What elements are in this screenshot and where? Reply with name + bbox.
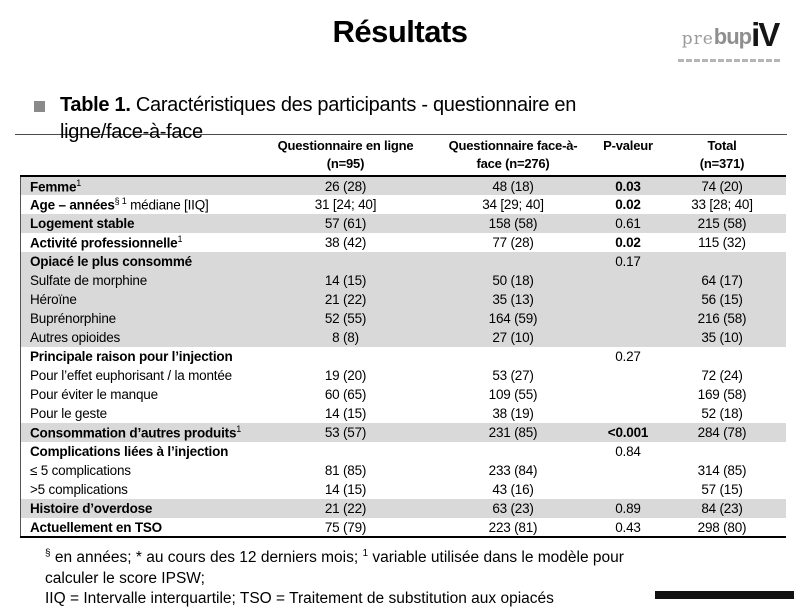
p-value-cell xyxy=(598,309,659,328)
row-label-cell: Pour éviter le manque xyxy=(30,387,158,403)
p-value-cell: 0.43 xyxy=(615,519,641,535)
p-value-cell: <0.001 xyxy=(598,423,659,442)
online-value-cell: 75 (79) xyxy=(324,519,367,535)
total-value-cell: 72 (24) xyxy=(701,368,743,384)
total-value-cell: 216 (58) xyxy=(659,309,786,328)
p-value-cell xyxy=(598,461,659,480)
row-label-cell: Buprénorphine xyxy=(21,309,263,328)
online-value-cell: 81 (85) xyxy=(324,463,367,479)
facetoface-value-cell: 27 (10) xyxy=(429,328,598,347)
online-value-cell: 52 (55) xyxy=(263,309,429,328)
row-label-cell: Logement stable xyxy=(21,214,263,233)
online-value-cell: 57 (61) xyxy=(263,214,429,233)
p-value-cell: 0.17 xyxy=(598,252,659,271)
table-body xyxy=(21,176,786,537)
table-row xyxy=(21,442,786,461)
online-value-cell: 53 (57) xyxy=(263,423,429,442)
total-value-cell xyxy=(659,442,786,461)
table-row xyxy=(21,480,786,499)
p-value-cell xyxy=(598,366,659,385)
p-value-cell: 0.61 xyxy=(598,214,659,233)
p-value-cell xyxy=(598,480,659,499)
total-value-cell: 314 (85) xyxy=(697,463,747,479)
facetoface-value-cell: 50 (18) xyxy=(429,271,598,290)
facetoface-value-cell xyxy=(429,252,598,271)
online-value-cell: 21 (22) xyxy=(263,290,429,309)
header-col-total: Total (n=371) xyxy=(659,135,786,176)
header-col-pvalue: P-valeur xyxy=(598,135,659,176)
facetoface-value-cell: 35 (13) xyxy=(429,290,598,309)
facetoface-value-cell: 231 (85) xyxy=(429,423,598,442)
row-label-cell: Actuellement en TSO xyxy=(30,519,162,535)
prebupiv-logo xyxy=(670,18,790,62)
facetoface-value-cell: 223 (81) xyxy=(488,519,538,535)
table-row xyxy=(21,385,786,404)
total-value-cell: 284 (78) xyxy=(659,423,786,442)
table-row xyxy=(21,518,786,537)
row-label-cell: >5 complications xyxy=(30,482,128,498)
total-value-cell: 298 (80) xyxy=(697,519,747,535)
online-value-cell xyxy=(263,347,429,366)
facetoface-value-cell: 38 (19) xyxy=(492,406,534,422)
facetoface-value-cell: 109 (55) xyxy=(488,387,538,403)
table-row xyxy=(21,499,786,518)
table-row xyxy=(21,271,786,290)
facetoface-value-cell: 233 (84) xyxy=(488,463,538,479)
online-value-cell: 19 (20) xyxy=(324,368,367,384)
p-value-cell: 0.89 xyxy=(598,499,659,518)
p-value-cell: 0.27 xyxy=(615,349,641,365)
table-caption-line2: ligne/face-à-face xyxy=(60,121,203,143)
facetoface-value-cell: 48 (18) xyxy=(429,176,598,195)
online-value-cell: 8 (8) xyxy=(263,328,429,347)
facetoface-value-cell xyxy=(429,347,598,366)
row-label-cell: Histoire d’overdose xyxy=(21,499,263,518)
p-value-cell: 0.84 xyxy=(615,444,641,460)
facetoface-value-cell: 53 (27) xyxy=(492,368,534,384)
facetoface-value-cell: 164 (59) xyxy=(429,309,598,328)
facetoface-value-cell: 63 (23) xyxy=(429,499,598,518)
header-col-facetoface: Questionnaire face-à- face (n=276) xyxy=(429,135,598,176)
row-label-cell: Héroïne xyxy=(21,290,263,309)
bullet-square-icon xyxy=(34,101,45,112)
p-value-cell xyxy=(598,328,659,347)
table-row xyxy=(21,309,786,328)
row-label-cell: Complications liées à l’injection xyxy=(30,444,229,460)
p-value-cell xyxy=(598,385,659,404)
logo-text-iv: iV xyxy=(751,16,779,53)
footnote-line-3: IIQ = Intervalle interquartile; TSO = Traitement de substitution aux opiacés xyxy=(45,590,554,608)
total-value-cell: 215 (58) xyxy=(659,214,786,233)
table-row xyxy=(21,252,786,271)
p-value-cell: 0.03 xyxy=(598,176,659,195)
online-value-cell: 60 (65) xyxy=(324,387,367,403)
table-row xyxy=(21,347,786,366)
total-value-cell: 57 (15) xyxy=(701,482,743,498)
p-value-cell xyxy=(598,404,659,423)
row-label-cell: Age – années$^{\S 1}$ médiane [IIQ] xyxy=(30,196,209,213)
logo-tagline xyxy=(678,59,782,62)
row-label-cell: Activité professionnelle$^1$ xyxy=(30,234,183,251)
total-value-cell: 35 (10) xyxy=(659,328,786,347)
total-value-cell xyxy=(659,252,786,271)
total-value-cell: 33 [28; 40] xyxy=(691,197,753,213)
header-col-online: Questionnaire en ligne (n=95) xyxy=(263,135,429,176)
p-value-cell: 0.02 xyxy=(615,235,641,251)
header-empty-cell xyxy=(21,135,263,176)
online-value-cell xyxy=(263,442,429,461)
p-value-cell xyxy=(598,271,659,290)
online-value-cell: 21 (22) xyxy=(263,499,429,518)
row-label-cell: Autres opioides xyxy=(21,328,263,347)
facetoface-value-cell: 43 (16) xyxy=(492,482,534,498)
row-label-cell: Pour le geste xyxy=(30,406,107,422)
table-row xyxy=(21,423,786,442)
online-value-cell: 14 (15) xyxy=(324,406,367,422)
total-value-cell: 74 (20) xyxy=(659,176,786,195)
table-row xyxy=(21,328,786,347)
online-value-cell: 14 (15) xyxy=(263,271,429,290)
footnote-line-1: § en années; * au cours des 12 derniers mois; $^1$ variable utilisée dans le modèle pour xyxy=(45,548,624,567)
table-row xyxy=(21,404,786,423)
table-caption-label: Table 1. xyxy=(60,94,131,116)
table-row xyxy=(21,214,786,233)
table-row xyxy=(21,366,786,385)
row-label-cell: Principale raison pour l’injection xyxy=(30,349,233,365)
total-value-cell: 56 (15) xyxy=(659,290,786,309)
row-label-cell: Consommation d’autres produits$^1$ xyxy=(21,423,263,442)
total-value-cell: 84 (23) xyxy=(659,499,786,518)
online-value-cell xyxy=(263,252,429,271)
results-table xyxy=(20,135,786,538)
table-header-row xyxy=(21,135,786,176)
facetoface-value-cell: 77 (28) xyxy=(492,235,534,251)
page-title: Résultats xyxy=(332,14,468,49)
table-row xyxy=(21,195,786,214)
footnote-line-2: calculer le score IPSW; xyxy=(45,569,205,587)
total-value-cell xyxy=(659,347,786,366)
total-value-cell: 169 (58) xyxy=(697,387,747,403)
total-value-cell: 115 (32) xyxy=(698,235,746,251)
online-value-cell: 31 [24; 40] xyxy=(314,197,377,213)
logo-text-bup: bup xyxy=(713,24,752,49)
p-value-cell xyxy=(598,290,659,309)
total-value-cell: 52 (18) xyxy=(701,406,743,422)
online-value-cell: 14 (15) xyxy=(324,482,367,498)
p-value-cell: 0.02 xyxy=(615,197,641,213)
facetoface-value-cell: 158 (58) xyxy=(429,214,598,233)
facetoface-value-cell xyxy=(429,442,598,461)
logo-text-pre: pre xyxy=(681,29,714,49)
row-label-cell: ≤ 5 complications xyxy=(30,463,131,479)
table-row xyxy=(21,290,786,309)
row-label-cell: Opiacé le plus consommé xyxy=(21,252,263,271)
online-value-cell: 26 (28) xyxy=(263,176,429,195)
total-value-cell: 64 (17) xyxy=(659,271,786,290)
table-row xyxy=(21,176,786,195)
row-label-cell: Pour l’effet euphorisant / la montée xyxy=(30,368,232,384)
table-caption-line1: Caractéristiques des participants - questionnaire en xyxy=(135,94,577,116)
table-row xyxy=(21,461,786,480)
online-value-cell: 38 (42) xyxy=(324,235,367,251)
row-label-cell: Sulfate de morphine xyxy=(21,271,263,290)
facetoface-value-cell: 34 [29; 40] xyxy=(482,197,544,213)
row-label-cell: Femme$^1$ xyxy=(21,176,263,195)
table-row xyxy=(21,233,786,252)
